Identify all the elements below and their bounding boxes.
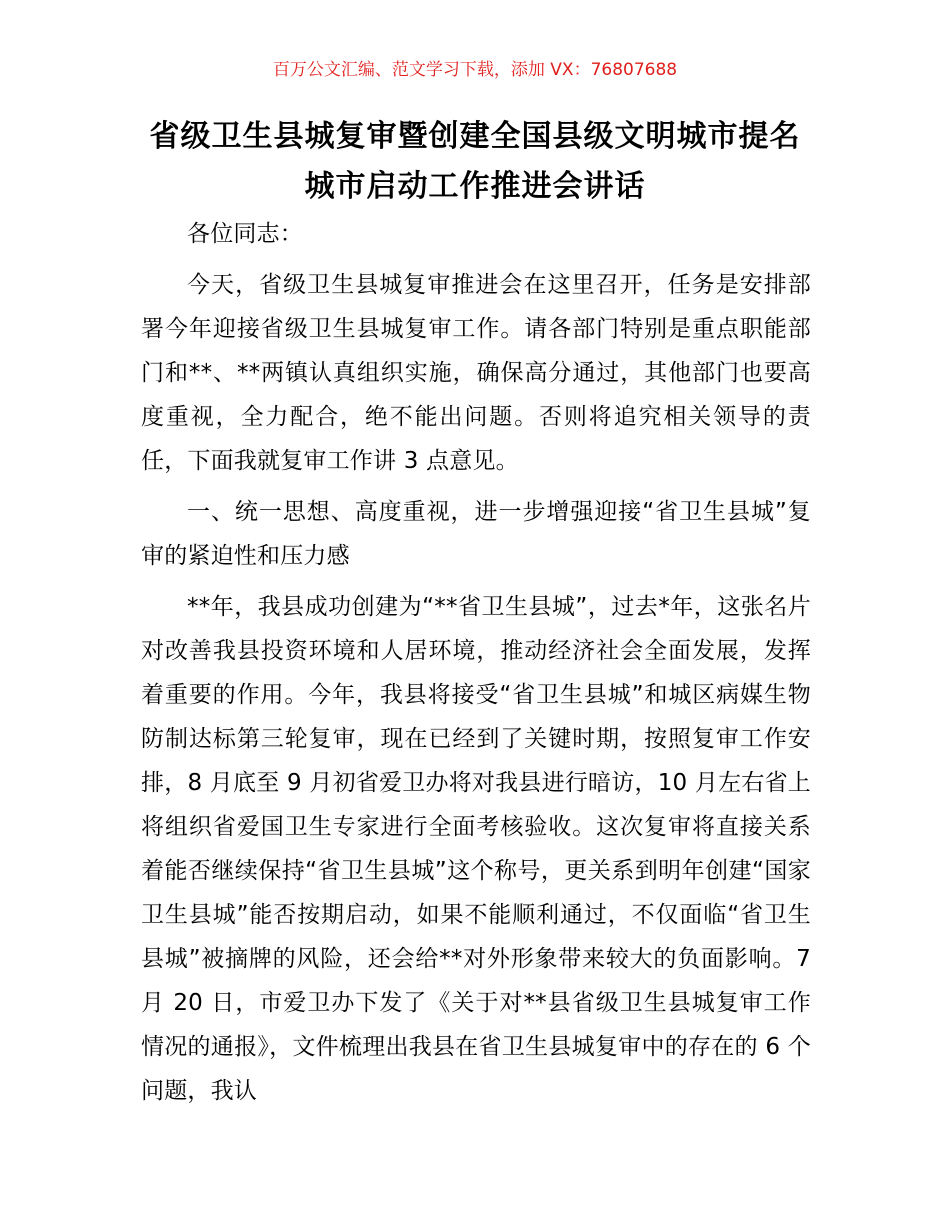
header-note: 百万公文汇编、范文学习下载，添加 VX：76807688 <box>272 60 678 80</box>
intro-paragraph: 今天，省级卫生县城复审推进会在这里召开，任务是安排部署今年迎接省级卫生县城复审工作。请各部门特别是重点职能部门和**、**两镇认真组织实施，确保高分通过，其他部门也要高度重视，全力配合，绝不能出问题。否则将追究相关领导的责任，下面我就复审工作讲 3 点意见。 <box>141 272 811 474</box>
document-body <box>141 212 811 1120</box>
body-paragraph: **年，我县成功创建为“**省卫生县城”，过去*年，这张名片对改善我县投资环境和人居环境，推动经济社会全面发展，发挥着重要的作用。今年，我县将接受“省卫生县城”和城区病媒生物防制达标第三轮复审，现在已经到了关键时期，按照复审工作安排，8 月底至 9 月初省爱卫办将对我县进行暗访，10 月左右省上将组织省爱国卫生专家进行全面考核验收。这次复审将直接关系着能否继续保持“省卫生县城”这个称号，更关系到明年创建“国家卫生县城”能否按期启动，如果不能顺利通过，不仅面临“省卫生县城”被摘牌的风险，还会给**对外形象带来较大的负面影响。7 月 20 日，市爱卫办下发了《关于对**县省级卫生县城复审工作情况的通报》，文件梳理出我县在省卫生县城复审中的存在的 6 个问题，我认 <box>141 594 811 1104</box>
section-heading-1: 一、统一思想、高度重视，进一步增强迎接“省卫生县城”复审的紧迫性和压力感 <box>141 499 811 569</box>
salutation-paragraph: 各位同志： <box>187 221 303 247</box>
document-title: 省级卫生县城复审暨创建全国县级文明城市提名城市启动工作推进会讲话 <box>149 119 801 204</box>
